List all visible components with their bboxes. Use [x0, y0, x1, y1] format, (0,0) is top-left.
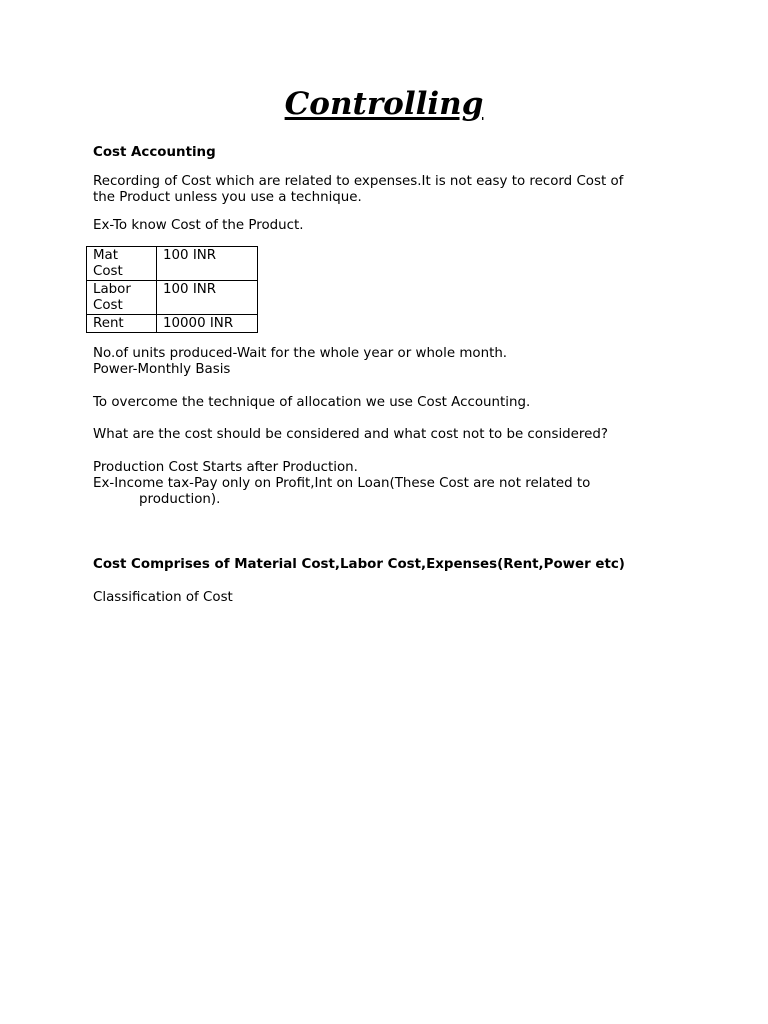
table-row — [87, 281, 258, 315]
production-line: Production Cost Starts after Production. — [93, 460, 358, 475]
intro-line-2: the Product unless you use a technique. — [93, 190, 362, 205]
cost-item-text: Cost — [93, 298, 123, 313]
table-row — [87, 315, 258, 333]
income-continuation: production). — [139, 492, 221, 507]
page-title: Controlling — [284, 86, 484, 122]
section-heading: Cost Accounting — [93, 145, 216, 160]
production-paragraph — [93, 460, 693, 508]
units-paragraph — [93, 346, 693, 378]
overcome-line: To overcome the technique of allocation we use Cost Accounting. — [93, 395, 531, 410]
intro-line-1: Recording of Cost which are related to expenses.It is not easy to record Cost of — [93, 174, 624, 189]
cost-item-cell — [87, 281, 157, 315]
classification-line: Classification of Cost — [93, 590, 233, 605]
cost-item-text: Labor — [93, 282, 131, 297]
intro-paragraph — [93, 174, 693, 206]
cost-value-cell: 10000 INR — [157, 315, 258, 333]
power-line: Power-Monthly Basis — [93, 362, 231, 377]
income-line: Ex-Income tax-Pay only on Profit,Int on Loan(These Cost are not related to — [93, 476, 591, 491]
table-row — [87, 247, 258, 281]
units-line: No.of units produced-Wait for the whole year or whole month. — [93, 346, 508, 361]
cost-value-cell: 100 INR — [157, 281, 258, 315]
cost-item-text: Cost — [93, 264, 123, 279]
cost-table — [86, 246, 258, 333]
question-line: What are the cost should be considered and what cost not to be considered? — [93, 427, 608, 442]
comprises-line: Cost Comprises of Material Cost,Labor Cost,Expenses(Rent,Power etc) — [93, 557, 625, 572]
cost-item-cell — [87, 247, 157, 281]
cost-item-cell — [87, 315, 157, 333]
example-line: Ex-To know Cost of the Product. — [93, 218, 304, 233]
cost-value-cell: 100 INR — [157, 247, 258, 281]
cost-item-text: Rent — [93, 316, 124, 331]
cost-item-text: Mat — [93, 248, 119, 263]
